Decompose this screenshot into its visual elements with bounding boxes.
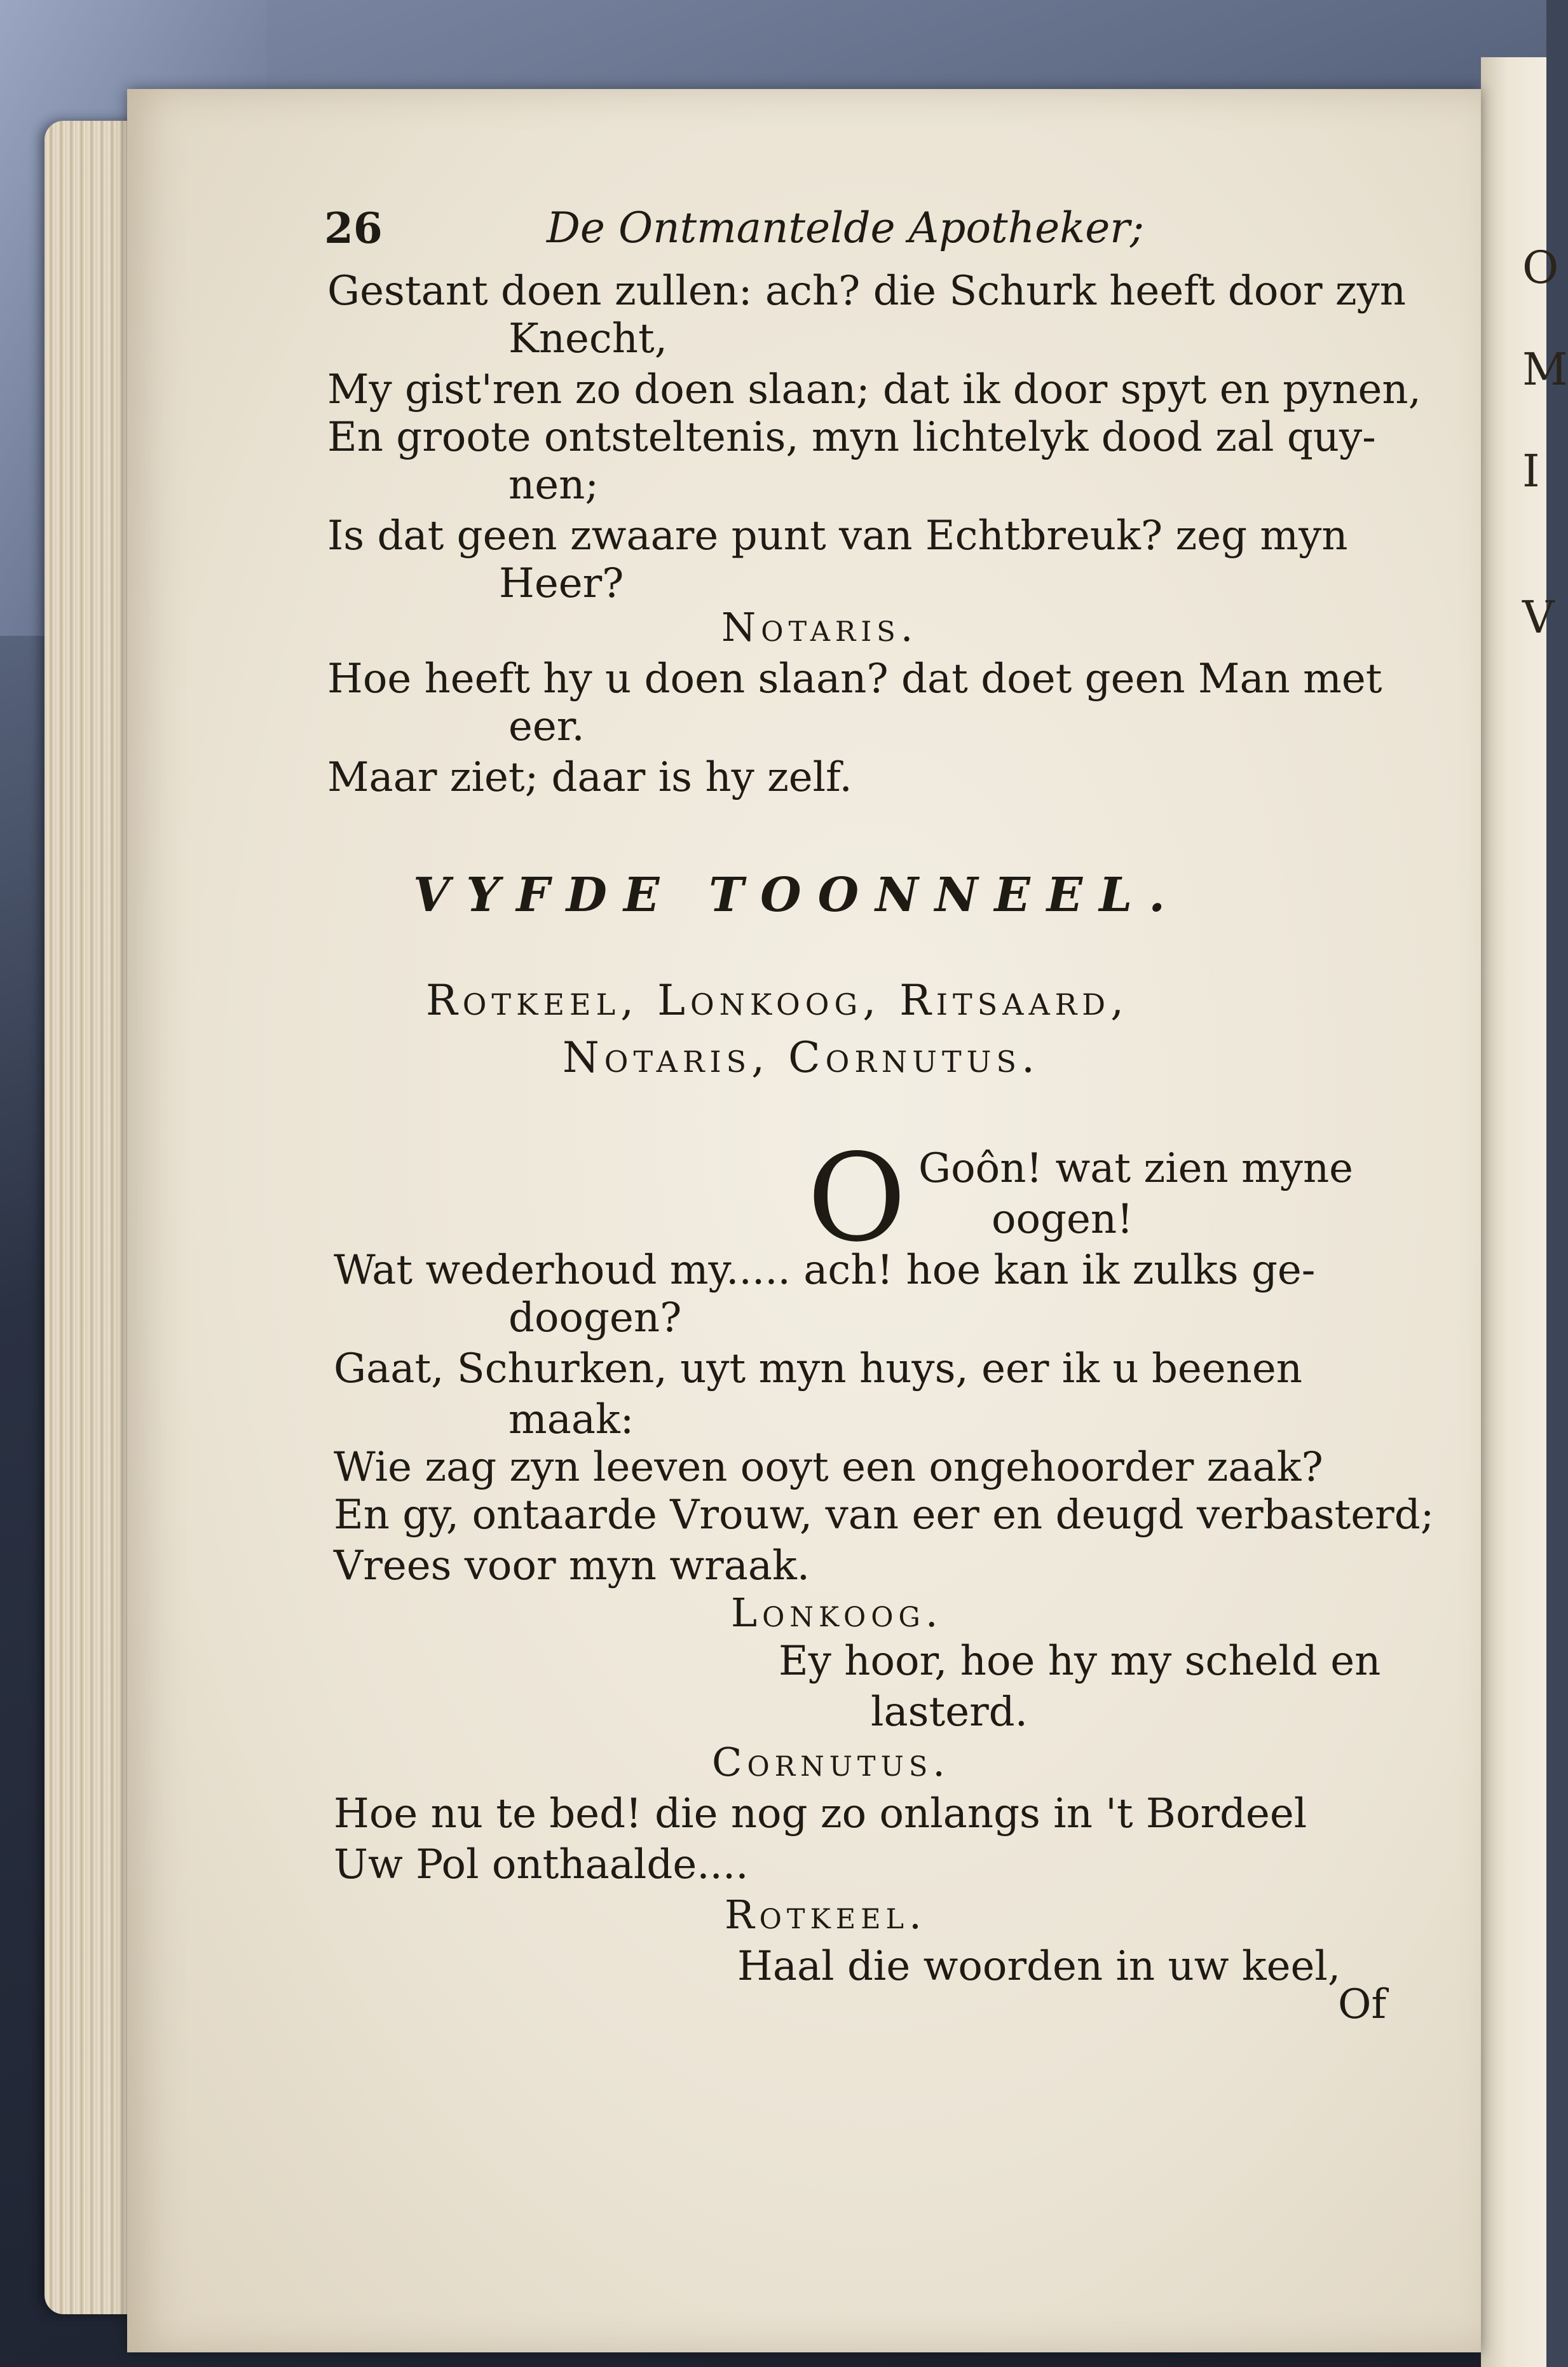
facing-page-letter: O	[1522, 242, 1559, 294]
text-line: Wat wederhoud my..... ach! hoe kan ik zulks ge-	[334, 1247, 1316, 1294]
text-line: nen;	[508, 462, 599, 509]
facing-page-letter: I	[1522, 445, 1540, 497]
text-line: Is dat geen zwaare punt van Echtbreuk? zeg myn	[327, 512, 1348, 559]
text-line: Wie zag zyn leeven ooyt een ongehoorder zaak?	[334, 1444, 1323, 1491]
text-line: Hoe nu te bed! die nog zo onlangs in 't Bordeel	[334, 1790, 1307, 1837]
running-title: De Ontmantelde Apotheker;	[547, 203, 1145, 252]
facing-page-letter: V	[1522, 591, 1555, 643]
speaker-name: Notaris.	[721, 604, 918, 650]
text-line: Heer?	[499, 560, 624, 607]
text-line: doogen?	[508, 1294, 682, 1341]
text-line: oogen!	[992, 1196, 1133, 1243]
speaker-name: Cornutus.	[712, 1739, 951, 1785]
facing-page	[1481, 57, 1546, 2367]
text-line: Gestant doen zullen: ach? die Schurk heeft door zyn	[327, 268, 1406, 315]
text-line: lasterd.	[871, 1689, 1028, 1736]
text-line: Maar ziet; daar is hy zelf.	[327, 754, 852, 801]
text-line: En groote ontsteltenis, myn lichtelyk dood zal quy-	[327, 414, 1376, 461]
text-line: Ey hoor, hoe hy my scheld en	[779, 1638, 1381, 1685]
scene-title: VYFDE TOONNEEL.	[413, 868, 1182, 923]
drop-cap: O	[807, 1128, 906, 1268]
speaker-name: Lonkoog.	[731, 1589, 943, 1636]
text-line: Haal die woorden in uw keel,	[737, 1943, 1341, 1990]
text-line: En gy, ontaarde Vrouw, van eer en deugd verbasterd;	[334, 1492, 1435, 1539]
text-line: Gaat, Schurken, uyt myn huys, eer ik u beenen	[334, 1345, 1302, 1392]
text-line: maak:	[508, 1396, 634, 1443]
text-line: Goôn! wat zien myne	[918, 1145, 1354, 1192]
text-line: Vrees voor myn wraak.	[334, 1542, 810, 1589]
text-line: Hoe heeft hy u doen slaan? dat doet geen Man met	[327, 655, 1382, 703]
speaker-name: Rotkeel.	[725, 1891, 927, 1938]
text-line: eer.	[508, 703, 585, 750]
character-list: Rotkeel, Lonkoog, Ritsaard,	[426, 976, 1129, 1025]
text-line: My gist'ren zo doen slaan; dat ik door spyt en pynen,	[327, 366, 1421, 413]
text-line: Uw Pol onthaalde....	[334, 1841, 749, 1888]
facing-page-letter: M	[1522, 343, 1568, 395]
catchword: Of	[1338, 1981, 1387, 2028]
text-line: Knecht,	[508, 315, 668, 362]
character-list: Notaris, Cornutus.	[562, 1033, 1040, 1082]
page-number: 26	[324, 203, 383, 253]
